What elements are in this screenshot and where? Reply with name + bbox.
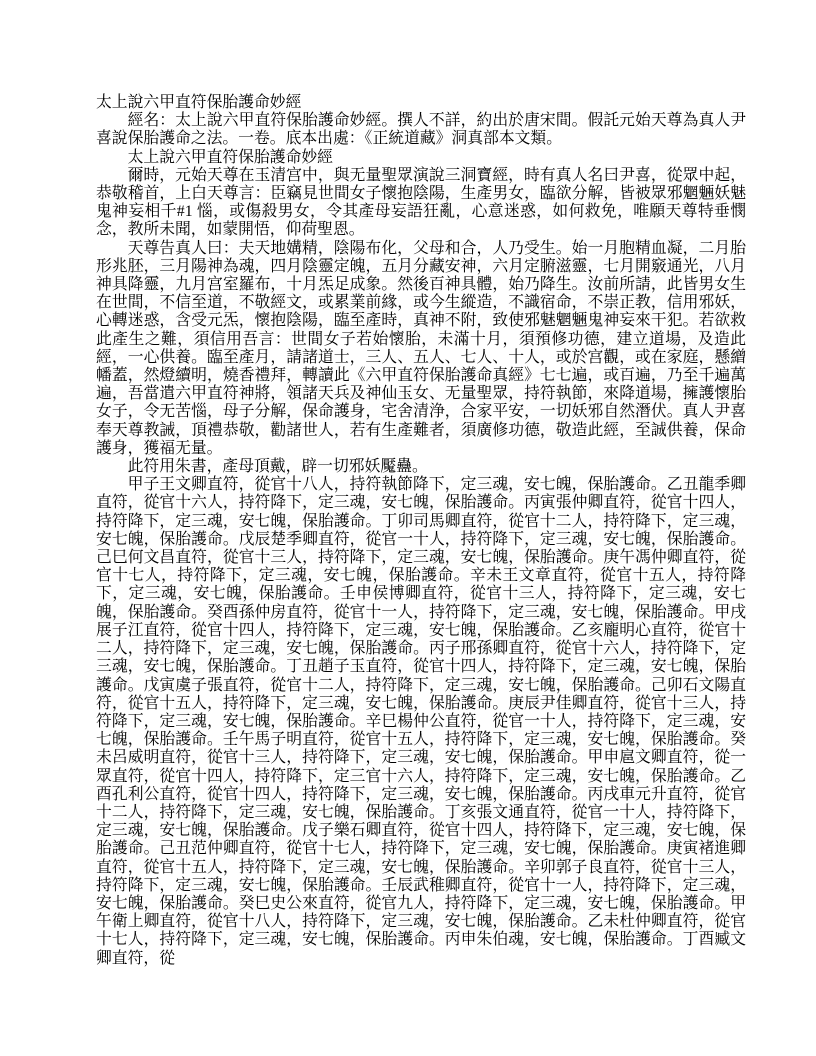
document-text-block (96, 94, 746, 968)
scripture-title-line: 太上說六甲直符保胎護命妙經 (127, 148, 333, 166)
opening-narrative-paragraph: 爾時，元始天尊在玉清宫中，與无量聖眾演說三洞寶經，時有真人名曰尹喜，從眾中起，恭敬稽首，上白天尊言：臣竊見世間女子懷抱陰陽，生產男女，臨欲分解，皆被眾邪魍魎妖魅鬼神妄相千#1 惱，或傷殺男女，令其產母妄語狂亂，心意迷惑，如何救免，唯願天尊特垂憫念，教所未聞，如蒙開悟，仰荷聖恩。 (96, 166, 746, 239)
sixty-jiazi-officers-paragraph: 甲子王文卿直符，從官十八人，持符執節降下，定三魂，安七魄，保胎護命。乙丑龍季卿直符，從官十六人，持符降下，定三魂，安七魄，保胎護命。丙寅張仲卿直符，從官十四人，持符降下，定三魂，安七魄，保胎護命。丁卯司馬卿直符，從官十二人，持符降下，定三魂，安七魄，保胎護命。戊辰楚季卿直符，從官一十人，持符降下，定三魂，安七魄，保胎護命。己巳何文昌直符，從官十三人，持符降下，定三魂，安七魄，保胎護命。庚午馮仲卿直符，從官十七人，持符降下，定三魂，安七魄，保胎護命。辛未王文章直符，從官十五人，持符降下，定三魂，安七魄，保胎護命。壬申侯博卿直符，從官十三人，持符降下，定三魂，安七魄，保胎護命。癸酉孫仲房直符，從官十一人，持符降下，定三魂，安七魄，保胎護命。甲戌展子江直符，從官十四人，持符降下，定三魂，安七魄，保胎護命。乙亥龐明心直符，從官十二人，持符降下，定三魂，安七魄，保胎護命。丙子邢孫卿直符，從官十六人，持符降下，定三魂，安七魄，保胎護命。丁丑趙子玉直符，從官十四人，持符降下，定三魂，安七魄，保胎護命。戊寅虞子張直符，從官十二人，持符降下，定三魂，安七魄，保胎護命。己卯石文陽直符，從官十五人，持符降下，定三魂，安七魄，保胎護命。庚辰尹佳卿直符，從官十三人，持符降下，定三魂，安七魄，保胎護命。辛巳楊仲公直符，從官一十人，持符降下，定三魂，安七魄，保胎護命。壬午馬子明直符，從官十五人，持符降下，定三魂，安七魄，保胎護命。癸未呂威明直符，從官十三人，持符降下，定三魂，安七魄，保胎護命。甲申扈文卿直符，從一眾直符，從官十四人，持符降下，定三官十六人，持符降下，定三魂，安七魄，保胎護命。乙酉孔利公直符，從官十四人，持符降下，定三魂，安七魄，保胎護命。丙戌車元升直符，從官十二人，持符降下，定三魂，安七魄，保胎護命。丁亥張文通直符，從官一十人，持符降下，定三魂，安七魄，保胎護命。戊子樂石卿直符，從官十四人，持符降下，定三魂，安七魄，保胎護命。己丑范仲卿直符，從官十七人，持符降下，定三魂，安七魄，保胎護命。庚寅褚進卿直符，從官十五人，持符降下，定三魂，安七魄，保胎護命。辛卯郭子良直符，從官十三人，持符降下，定三魂，安七魄，保胎護命。壬辰武稚卿直符，從官十一人，持符降下，定三魂，安七魄，保胎護命。癸巳史公來直符，從官九人，持符降下，定三魂，安七魄，保胎護命。甲午衛上卿直符，從官十八人，持符降下，定三魂，安七魄，保胎護命。乙未杜仲卿直符，從官十七人，持符降下，定三魂，安七魄，保胎護命。丙申朱伯魂，安七魄，保胎護命。丁酉臧文卿直符，從 (96, 476, 746, 967)
bibliographic-note-paragraph: 經名：太上說六甲直符保胎護命妙經。撰人不詳，約出於唐宋間。假託元始天尊為真人尹喜說保胎護命之法。一卷。底本出處：《正統道藏》洞真部本文類。 (96, 112, 746, 148)
talisman-instruction-paragraph: 此符用朱書，產母頂戴，辟一切邪妖魘蠱。 (127, 458, 428, 476)
tianzun-teaching-paragraph: 天尊告真人曰：夫天地媾精，陰陽布化，父母和合，人乃受生。始一月胞精血凝，二月胎形兆胚，三月陽神為魂，四月陰靈定魄，五月分藏安神，六月定腑滋靈，七月開竅通光，八月神具降靈，九月宫室羅布，十月炁足成象。然後百神具體，始乃降生。汝前所請，此皆男女生在世間，不信至道，不敬經文，或累業前緣，或今生縱造，不識宿命，不崇正教，信用邪妖，心轉迷惑，含受元炁，懷抱陰陽，臨至產時，真神不附，致使邪魅魍魎鬼神妄來干犯。若欲救此產生之難，須信用吾言：世間女子若始懷胎，未滿十月，須預修功德，建立道場，及造此經，一心供養。臨至產月，請諸道士，三人、五人、七人、十人，或於宫觀，或在家庭，懸繒幡蓋，然燈續明，燒香禮拜，轉讀此《六甲直符保胎護命真經》七七遍，或百遍，乃至千遍萬遍，吾當遣六甲直符神將，領諸天兵及神仙玉女、无量聖眾，持符執節，來降道場，擁護懷胎女子，令无苦惱，母子分解，保命護身，宅舍清浄，合家平安，一切妖邪自然潛伏。真人尹喜奉天尊教誡，頂禮恭敬，勸諸世人，若有生產難者，須廣修功德，敬造此經，至誠供養，保命護身，獲福无量。 (96, 239, 746, 457)
document-title-line: 太上說六甲直符保胎護命妙經 (96, 94, 302, 111)
